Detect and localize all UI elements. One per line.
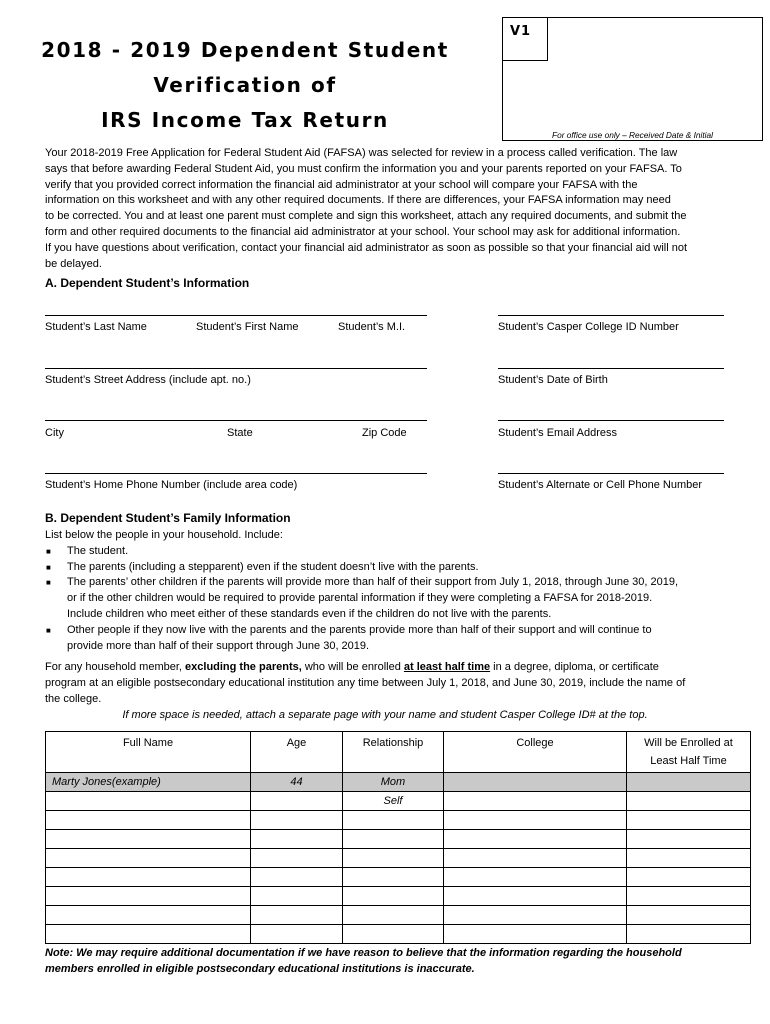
col-full-name: Full Name (46, 732, 251, 773)
table-cell[interactable] (627, 830, 751, 849)
cell-phone-entry-line[interactable] (498, 473, 724, 474)
list-item-continued: provide more than half of their support through June 30, 2019. (67, 639, 370, 652)
form-title (40, 33, 450, 138)
table-cell[interactable] (46, 868, 251, 887)
table-cell[interactable] (627, 906, 751, 925)
col-relationship: Relationship (343, 732, 444, 773)
table-cell[interactable] (46, 887, 251, 906)
col-half-time: Will be Enrolled at Least Half Time (627, 732, 751, 773)
table-cell[interactable] (627, 849, 751, 868)
table-cell[interactable] (627, 868, 751, 887)
cell-phone-label: Student’s Alternate or Cell Phone Number (498, 479, 703, 491)
table-row[interactable] (46, 868, 751, 887)
college-instructions (45, 660, 735, 707)
table-row[interactable] (46, 811, 751, 830)
intro-line: form and other required documents to the financial aid administrator at your school. Your school may ask for additional information. (45, 225, 681, 238)
table-cell[interactable] (46, 792, 251, 811)
intro-line: to be corrected. You and at least one parent must complete and sign this worksheet, attach any required documents, and submit the (45, 210, 687, 223)
intro-paragraph (45, 146, 735, 272)
table-cell[interactable] (444, 868, 627, 887)
list-intro: List below the people in your household. Include: (45, 529, 283, 541)
col-age: Age (251, 732, 343, 773)
name-entry-line[interactable] (45, 315, 427, 316)
table-cell[interactable] (444, 830, 627, 849)
list-item: ■ The parents’ other children if the parents will provide more than half of their support from July 1, 2018, through June 30, 2019, (45, 575, 735, 591)
example-age: 44 (251, 773, 343, 792)
zip-code-label: Zip Code (362, 427, 407, 439)
street-address-label: Student’s Street Address (include apt. no.) (45, 374, 251, 386)
table-cell[interactable] (343, 849, 444, 868)
table-cell[interactable] (627, 887, 751, 906)
table-cell[interactable] (627, 925, 751, 944)
city-state-zip-entry-line[interactable] (45, 420, 427, 421)
household-table (45, 731, 751, 944)
section-b-heading: B. Dependent Student’s Family Information (45, 511, 291, 525)
table-cell[interactable] (46, 906, 251, 925)
email-entry-line[interactable] (498, 420, 724, 421)
table-cell[interactable] (444, 925, 627, 944)
household-list (45, 528, 735, 654)
bullet-icon: ■ (46, 562, 51, 572)
last-name-label: Student’s Last Name (45, 321, 147, 333)
college-id-entry-line[interactable] (498, 315, 724, 316)
bullet-icon: ■ (46, 546, 51, 556)
title-line-1: 2018 - 2019 Dependent Student (41, 38, 449, 62)
table-cell[interactable] (444, 906, 627, 925)
table-row[interactable] (46, 830, 751, 849)
state-label: State (227, 427, 253, 439)
documentation-note (45, 945, 745, 977)
table-row[interactable] (46, 792, 751, 811)
table-cell[interactable] (251, 830, 343, 849)
table-cell[interactable] (627, 811, 751, 830)
example-relationship: Mom (343, 773, 444, 792)
table-cell[interactable] (251, 887, 343, 906)
table-cell[interactable] (444, 887, 627, 906)
intro-line: If you have questions about verification, contact your financial aid administrator as soon as possible so that your financial aid will not (45, 241, 688, 254)
title-line-3: IRS Income Tax Return (101, 108, 389, 132)
college-id-label: Student’s Casper College ID Number (498, 321, 679, 333)
table-cell (627, 773, 751, 792)
more-space-note: If more space is needed, attach a separate page with your name and student Casper College ID# at the top. (122, 709, 648, 721)
address-entry-line[interactable] (45, 368, 427, 369)
table-cell[interactable] (46, 849, 251, 868)
home-phone-label: Student’s Home Phone Number (include area code) (45, 479, 298, 491)
note-line: Note: We may require additional documentation if we have reason to believe that the information regarding the household (45, 947, 682, 959)
table-cell[interactable] (343, 906, 444, 925)
intro-line: be delayed. (45, 257, 102, 270)
table-cell[interactable] (251, 868, 343, 887)
table-cell[interactable] (343, 887, 444, 906)
table-cell[interactable] (251, 849, 343, 868)
table-cell[interactable] (343, 830, 444, 849)
col-college: College (444, 732, 627, 773)
date-of-birth-label: Student’s Date of Birth (498, 374, 608, 386)
example-name: Marty Jones(example) (46, 773, 251, 792)
note-line: members enrolled in eligible postsecondary educational institutions is inaccurate. (45, 963, 475, 975)
table-row[interactable] (46, 849, 751, 868)
middle-initial-label: Student’s M.I. (338, 321, 406, 333)
dob-entry-line[interactable] (498, 368, 724, 369)
intro-line: says that before awarding Federal Student Aid, you must confirm the information you and your parents reported on your FAFSA. To (45, 162, 682, 175)
table-cell[interactable] (444, 792, 627, 811)
list-item: ■ Other people if they now live with the parents and the parents provide more than half of their support and will continue to (45, 623, 735, 639)
table-cell[interactable] (627, 792, 751, 811)
college-instructions-line: program at an eligible postsecondary educational institution any time between July 1, 2018, and June 30, 2019, include the name of (45, 676, 686, 689)
example-row (46, 773, 751, 792)
table-cell[interactable] (444, 811, 627, 830)
list-item: ■ The parents (including a stepparent) even if the student doesn’t live with the parents. (45, 560, 735, 576)
office-use-note: For office use only – Received Date & Initial (552, 130, 713, 140)
table-cell[interactable] (343, 811, 444, 830)
table-cell[interactable] (46, 811, 251, 830)
list-item: ■ The student. (45, 544, 735, 560)
intro-line: verify that you provided correct information the financial aid administrator at your school will compare your FAFSA with the (45, 178, 638, 191)
college-instructions-line: the college. (45, 692, 102, 705)
email-label: Student’s Email Address (498, 427, 618, 439)
list-item-continued: or if the other children would be required to provide parental information if they were completing a FAFSA for 2018-2019. (67, 592, 653, 605)
table-cell[interactable] (343, 925, 444, 944)
table-cell[interactable] (46, 830, 251, 849)
intro-line: information on this worksheet and with any other required documents. If there are differences, your FAFSA information may need (45, 194, 671, 207)
table-cell[interactable] (251, 906, 343, 925)
table-cell[interactable] (343, 868, 444, 887)
college-instructions-line: For any household member, excluding the parents, who will be enrolled at least half time in a degree, diploma, or certificate (45, 661, 659, 673)
table-header-row (46, 732, 751, 773)
table-row[interactable] (46, 925, 751, 944)
section-a-heading: A. Dependent Student’s Information (45, 276, 250, 290)
self-relationship: Self (343, 792, 444, 811)
table-cell[interactable] (251, 792, 343, 811)
table-cell[interactable] (251, 811, 343, 830)
table-cell[interactable] (46, 925, 251, 944)
table-cell (444, 773, 627, 792)
home-phone-entry-line[interactable] (45, 473, 427, 474)
bullet-icon: ■ (46, 578, 51, 588)
list-item-continued: Include children who meet either of these standards even if the children do not live with the parents. (67, 607, 552, 620)
intro-line: Your 2018-2019 Free Application for Federal Student Aid (FAFSA) was selected for review in a process called verification. The law (45, 147, 678, 159)
bullet-icon: ■ (46, 625, 51, 635)
table-row[interactable] (46, 887, 751, 906)
version-label: V1 (510, 24, 532, 39)
table-cell[interactable] (444, 849, 627, 868)
title-line-2: Verification of (153, 73, 337, 97)
table-cell[interactable] (251, 925, 343, 944)
city-label: City (45, 427, 64, 439)
table-row[interactable] (46, 906, 751, 925)
first-name-label: Student’s First Name (196, 321, 299, 333)
